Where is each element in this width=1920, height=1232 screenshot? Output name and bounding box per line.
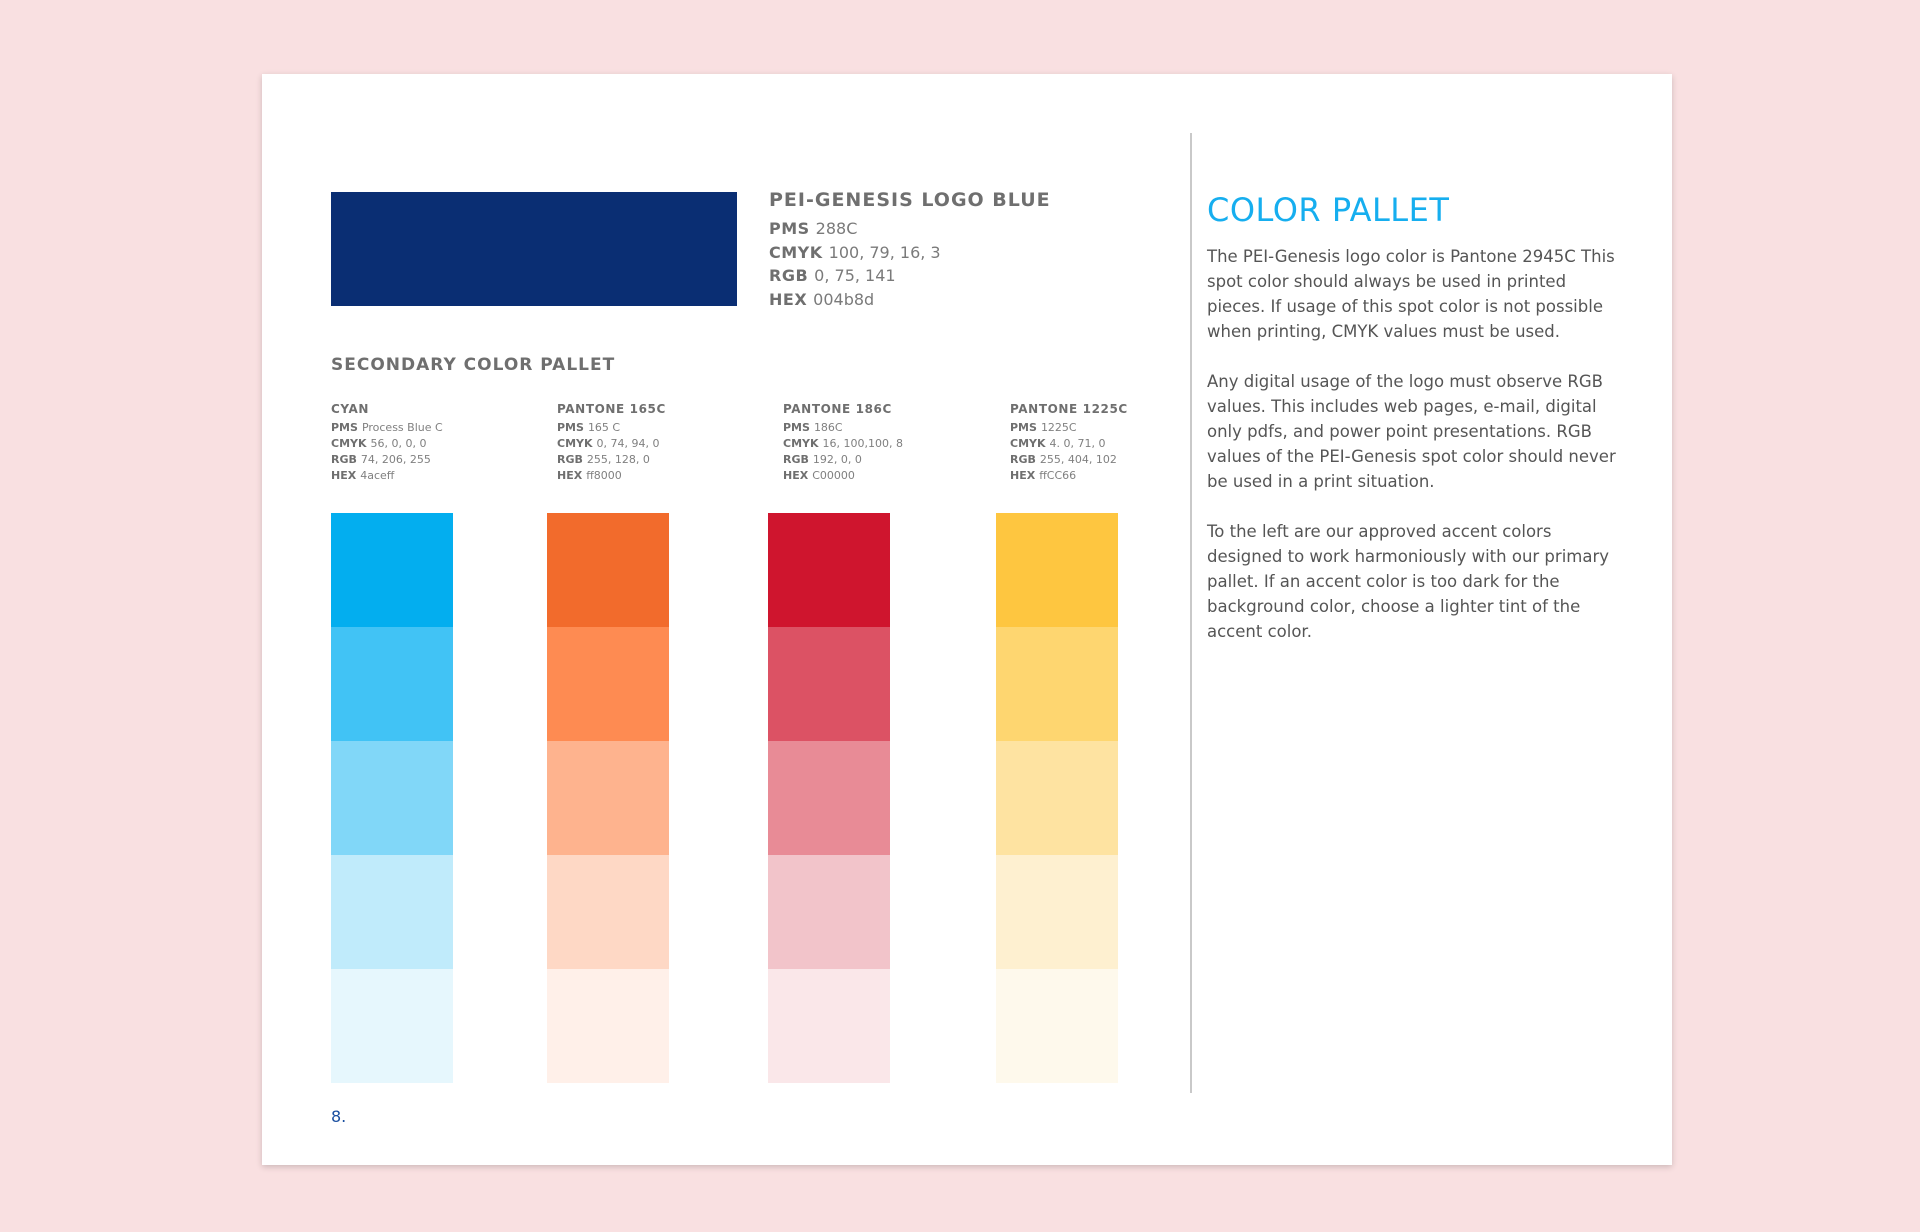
tint-swatch-60 [331,741,453,855]
tint-swatch-20 [331,969,453,1083]
color-spec-cmyk: CMYK 0, 74, 94, 0 [557,437,660,450]
color-spec-rgb: RGB 74, 206, 255 [331,453,431,466]
tint-swatch-80 [547,627,669,741]
color-info-pantone-165c [557,402,737,484]
logo-blue-info [769,189,1051,311]
tint-swatch-100 [331,513,453,627]
logo-spec-hex: HEX 004b8d [769,289,875,309]
tint-swatch-60 [768,741,890,855]
description-body [1207,244,1617,669]
tint-swatch-40 [331,855,453,969]
color-spec-cmyk: CMYK 16, 100,100, 8 [783,437,903,450]
color-spec-hex: HEX 4aceff [331,469,395,482]
brand-guide-page [262,74,1672,1165]
tint-swatch-20 [547,969,669,1083]
color-spec-rgb: RGB 255, 128, 0 [557,453,650,466]
logo-blue-swatch [331,192,737,306]
color-spec-pms: PMS 186C [783,421,843,434]
color-name: CYAN [331,402,370,416]
tint-swatch-40 [768,855,890,969]
color-spec-pms: PMS 1225C [1010,421,1077,434]
color-info-pantone-1225c [1010,402,1190,484]
logo-spec-pms: PMS 288C [769,219,858,238]
tint-column-cyan [331,513,453,1083]
section-heading: COLOR PALLET [1207,191,1450,229]
column-divider [1190,133,1192,1093]
tint-swatch-20 [768,969,890,1083]
description-paragraph: Any digital usage of the logo must observe RGB values. This includes web pages, e-mail, digital only pdfs, and power point presentations. RGB values of the PEI-Genesis spot color should never be used in a print situation. [1207,372,1616,491]
color-spec-cmyk: CMYK 4. 0, 71, 0 [1010,437,1106,450]
color-info-pantone-186c [783,402,963,484]
tint-swatch-100 [547,513,669,627]
tint-column-pantone-186c [768,513,890,1083]
tint-swatch-60 [996,741,1118,855]
tint-swatch-100 [768,513,890,627]
tint-column-pantone-1225c [996,513,1118,1083]
secondary-palette-title: SECONDARY COLOR PALLET [331,355,616,375]
tint-column-pantone-165c [547,513,669,1083]
logo-spec-cmyk: CMYK 100, 79, 16, 3 [769,242,941,262]
tint-swatch-60 [547,741,669,855]
color-name: PANTONE 186C [783,402,892,416]
color-spec-pms: PMS 165 C [557,421,621,434]
color-spec-rgb: RGB 192, 0, 0 [783,453,862,466]
color-spec-rgb: RGB 255, 404, 102 [1010,453,1117,466]
color-spec-hex: HEX ff8000 [557,469,622,482]
description-paragraph: To the left are our approved accent colors designed to work harmoniously with our primary pallet. If an accent color is too dark for the background color, choose a lighter tint of the accent color. [1207,522,1610,641]
tint-swatch-100 [996,513,1118,627]
description-paragraph: The PEI-Genesis logo color is Pantone 2945C This spot color should always be used in printed pieces. If usage of this spot color is not possible when printing, CMYK values must be used. [1207,247,1615,341]
color-spec-pms: PMS Process Blue C [331,421,443,434]
color-info-cyan [331,402,511,484]
color-spec-cmyk: CMYK 56, 0, 0, 0 [331,437,427,450]
tint-swatch-80 [331,627,453,741]
tint-swatch-40 [996,855,1118,969]
color-spec-hex: HEX ffCC66 [1010,469,1077,482]
logo-spec-rgb: RGB 0, 75, 141 [769,266,896,285]
tint-swatch-80 [996,627,1118,741]
color-spec-hex: HEX C00000 [783,469,855,482]
logo-blue-title: PEI-GENESIS LOGO BLUE [769,189,1051,211]
tint-swatch-40 [547,855,669,969]
color-name: PANTONE 165C [557,402,666,416]
page-number: 8. [331,1107,347,1126]
tint-swatch-20 [996,969,1118,1083]
color-name: PANTONE 1225C [1010,402,1128,416]
tint-swatch-80 [768,627,890,741]
